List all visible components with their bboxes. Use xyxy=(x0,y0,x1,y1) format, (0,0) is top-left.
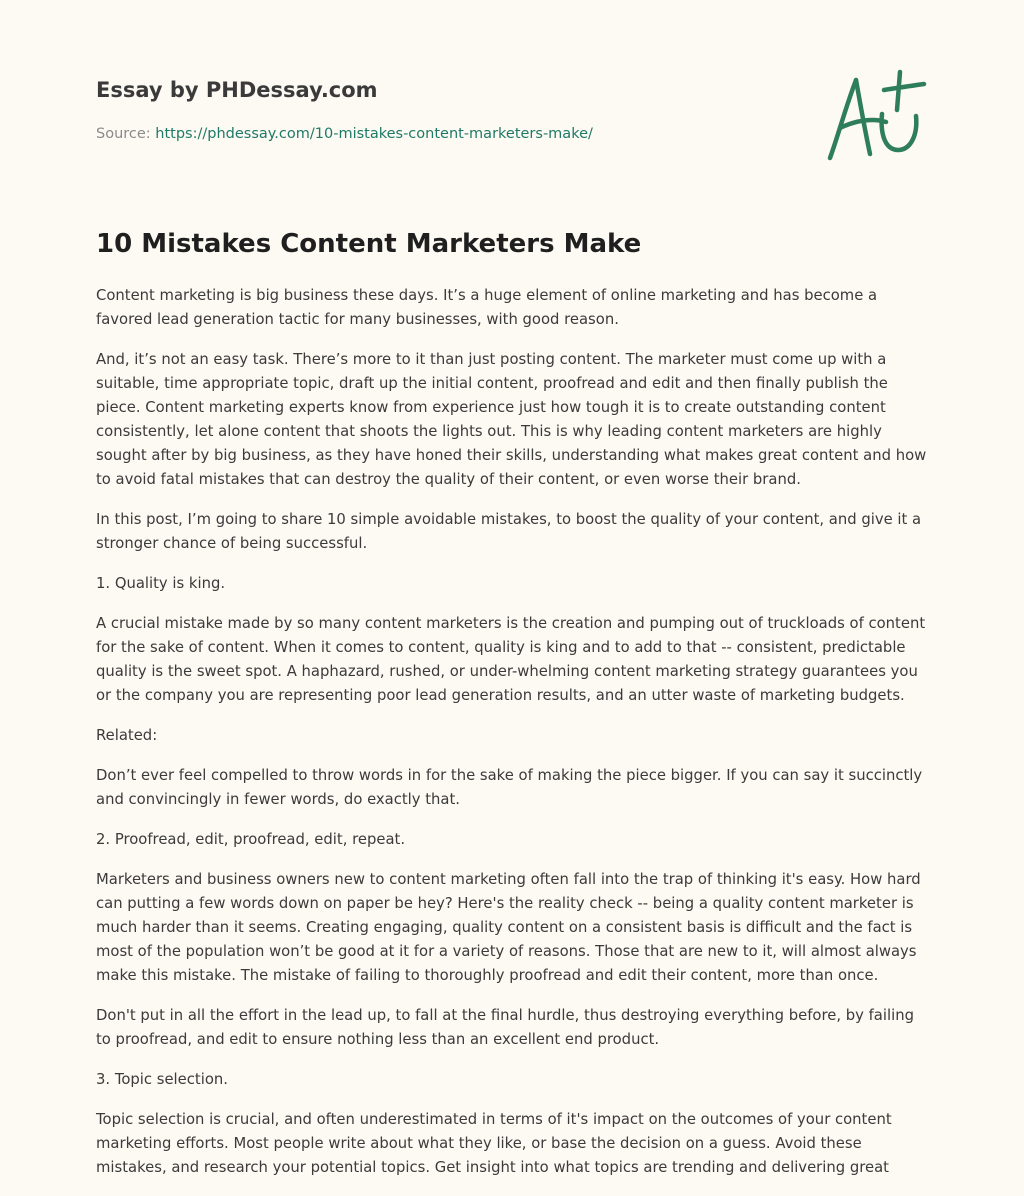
section-heading: 2. Proofread, edit, proofread, edit, repeat. xyxy=(96,831,406,848)
paragraph: Marketers and business owners new to content marketing often fall into the trap of thinking it's easy. How hard can putting a few words down on paper be hey? Here's the reality check -- being a quality content marketer is much harder than it seems. Creating engaging, quality content on a consistent basis is difficult and the fact is most of the population won’t be good at it for a variety of reasons. Those that are new to it, will almost always make this mistake. The mistake of failing to thoroughly proofread and edit their content, more than once. xyxy=(96,871,921,984)
paragraph: And, it’s not an easy task. There’s more to it than just posting content. The marketer must come up with a suitable, time appropriate topic, draft up the initial content, proofread and edit and then finally publish the piece. Content marketing experts know from experience just how tough it is to create outstanding content consistently, let alone content that shoots the lights out. This is why leading content marketers are highly sought after by big business, as they have honed their skills, understanding what makes great content and how to avoid fatal mistakes that can destroy the quality of their content, or even worse their brand. xyxy=(96,351,927,488)
section-heading: 3. Topic selection. xyxy=(96,1071,228,1088)
paragraph: A crucial mistake made by so many content marketers is the creation and pumping out of truckloads of content for the sake of content. When it comes to content, quality is king and to add to that -- consistent, predictable quality is the sweet spot. A haphazard, rushed, or under-whelming content marketing strategy guarantees you or the company you are representing poor lead generation results, and an utter waste of marketing budgets. xyxy=(96,615,926,704)
paragraph: Don’t ever feel compelled to throw words in for the sake of making the piece bigger. If you can say it succinctly and convincingly in fewer words, do exactly that. xyxy=(96,767,923,808)
paragraph: Content marketing is big business these days. It’s a huge element of online marketing and has become a favored lead generation tactic for many businesses, with good reason. xyxy=(96,287,878,328)
paragraph: In this post, I’m going to share 10 simple avoidable mistakes, to boost the quality of your content, and give it a stronger chance of being successful. xyxy=(96,511,922,552)
paragraph: Don't put in all the effort in the lead up, to fall at the final hurdle, thus destroying everything before, by failing to proofread, and edit to ensure nothing less than an excellent end product. xyxy=(96,1007,914,1048)
essay-header xyxy=(96,76,796,144)
source-label: Source: xyxy=(96,126,151,142)
essay-title: 10 Mistakes Content Marketers Make xyxy=(96,229,642,259)
source-line xyxy=(96,124,796,144)
a-plus-logo-icon xyxy=(820,66,930,166)
section-heading: 1. Quality is king. xyxy=(96,575,226,592)
source-link[interactable]: https://phdessay.com/10-mistakes-content-marketers-make/ xyxy=(155,126,593,142)
essay-body xyxy=(96,226,928,1196)
site-title: Essay by PHDessay.com xyxy=(96,78,378,102)
paragraph: Topic selection is crucial, and often underestimated in terms of it's impact on the outcomes of your content marketing efforts. Most people write about what they like, or base the decision on a guess. Avoid these mistakes, and research your potential topics. Get insight into what topics are trending and delivering great xyxy=(96,1111,892,1176)
related-label: Related: xyxy=(96,727,158,744)
